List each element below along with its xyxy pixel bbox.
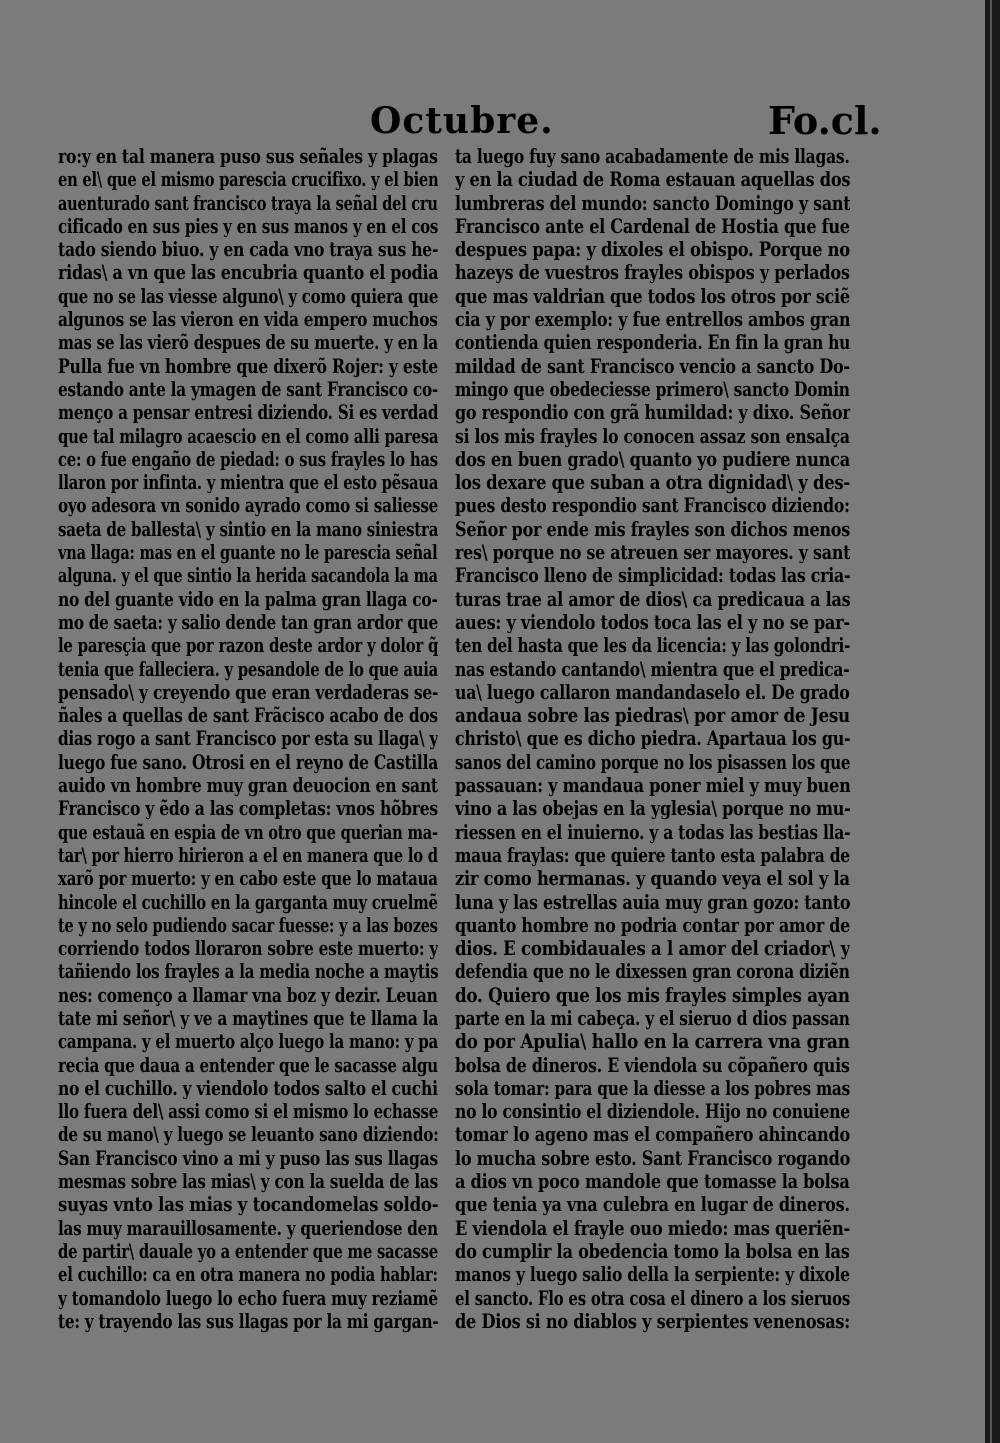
text-line: de Dios si no diablos y serpientes venenosas: <box>455 1309 850 1333</box>
text-line: res\ porque no se atreuen ser mayores. y sant <box>455 541 851 565</box>
text-line: tate mi señor\ y ve a maytines que te llama la <box>58 1006 439 1030</box>
text-line: oyo adesora vn sonido ayrado como si saliesse <box>58 494 438 518</box>
text-line: te: y trayendo las sus llagas por la mi gargan- <box>58 1309 439 1333</box>
text-line: no lo consintio el diziendole. Hijo no conuiene <box>455 1100 850 1124</box>
text-line: dios. E combidauales a l amor del criador\ y <box>455 937 850 961</box>
right-text-column <box>455 145 850 1333</box>
text-line: San Francisco vino a mi y puso las sus llagas <box>58 1146 438 1170</box>
text-line: el sancto. Flo es otra cosa el dinero a los sieruos <box>455 1286 850 1310</box>
page-edge-line <box>990 0 992 1443</box>
text-line: recia que daua a entender que le sacasse algu <box>58 1053 438 1077</box>
text-line: suyas vnto las mias y tocandomelas soldo- <box>58 1193 439 1217</box>
text-line: corriendo todos lloraron sobre este muerto: y <box>58 937 438 961</box>
text-line: lo mucha sobre esto. Sant Francisco rogando <box>455 1146 851 1170</box>
text-line: manos y luego salio della la serpiente: y dixole <box>455 1263 850 1287</box>
text-line: ua\ luego callaron mandandaselo el. De grado <box>455 680 850 704</box>
text-line: tañiendo los frayles a la media noche a maytis <box>58 960 439 984</box>
text-line: sanos del camino porque no los pisassen los que <box>455 750 850 774</box>
text-line: pues desto respondio sant Francisco diziendo: <box>455 494 850 518</box>
text-line: contienda quien responderia. En fin la gran hu <box>455 331 850 355</box>
text-line: tar\ por hierro hirieron a el en manera que lo d <box>58 843 438 867</box>
text-line: Pulla fue vn hombre que dixerõ Rojer: y este <box>58 354 438 378</box>
text-line: defendia que no le dixessen gran corona diziẽn <box>455 960 850 984</box>
text-line: te y no selo pudiendo sacar fuesse: y a las bozes <box>58 913 438 937</box>
text-line: quanto hombre no podria contar por amor de <box>455 913 851 937</box>
text-line: ridas\ a vn que las encubria quanto el podia <box>58 261 439 285</box>
text-line: ten del hasta que les da licencia: y las golondri- <box>455 634 851 658</box>
text-line: a dios vn poco mandole que tomasse la bolsa <box>455 1170 850 1194</box>
text-line: Francisco ante el Cardenal de Hostia que fue <box>455 214 850 238</box>
text-line: nes: començo a llamar vna boz y dezir. Leuan <box>58 983 438 1007</box>
text-line: Francisco lleno de simplicidad: todas las cria- <box>455 564 851 588</box>
running-head: Octubre. <box>370 100 554 142</box>
text-line: tomar lo ageno mas el compañero ahincando <box>455 1123 850 1147</box>
text-line: luego fue sano. Otrosi en el reyno de Castilla <box>58 750 439 774</box>
text-line: si los mis frayles lo conocen assaz son ensalça <box>455 424 850 448</box>
text-line: aues: y viendolo todos toca las el y no se par- <box>455 610 850 634</box>
text-line: dos en buen grado\ quanto yo pudiere nunca <box>455 447 850 471</box>
text-line: llaron por infinta. y mientra que el esto pẽsaua <box>58 471 439 495</box>
text-line: cificado en sus pies y en sus manos y en el cos <box>58 214 439 238</box>
text-line: bolsa de dineros. E viendola su cõpañero quis <box>455 1053 850 1077</box>
text-line: que estauã en espia de vn otro que querian ma- <box>58 820 438 844</box>
text-line: las muy marauillosamente. y queriendose den <box>58 1216 438 1240</box>
text-line: que no se las viesse alguno\ y como quiera que <box>58 284 438 308</box>
text-line: vna llaga: mas en el guante no le parescia señal <box>58 541 438 565</box>
text-line: passauan: y mandaua poner miel y muy buen <box>455 774 851 798</box>
text-line: do cumplir la obedencia tomo la bolsa en las <box>455 1239 850 1263</box>
text-line: despues papa: y dixoles el obispo. Porque no <box>455 238 850 262</box>
text-line: no del guante vido en la palma gran llaga co- <box>58 587 438 611</box>
text-line: go respondio con grã humildad: y dixo. Señor <box>455 401 851 425</box>
text-line: que tenia ya vna culebra en lugar de dineros. <box>455 1193 850 1217</box>
text-line: y en la ciudad de Roma estauan aquellas dos <box>455 168 850 192</box>
text-line: hincole el cuchillo en la garganta muy cruelmẽ <box>58 890 438 914</box>
text-line: que tal milagro acaescio en el como alli paresa <box>58 424 439 448</box>
text-line: sola tomar: para que la diesse a los pobres mas <box>455 1076 850 1100</box>
text-line: nas estando cantando\ mientra que el predica- <box>455 657 850 681</box>
text-line: mo de saeta: y salio dende tan gran ardor que <box>58 610 438 634</box>
text-line: auenturado sant francisco traya la señal del cru <box>58 191 438 215</box>
text-line: pensado\ y creyendo que eran verdaderas se- <box>58 680 438 704</box>
text-line: le paresçia que por razon deste ardor y dolor q̃ <box>58 634 438 658</box>
text-line: auido vn hombre muy gran deuocion en sant <box>58 774 438 798</box>
text-line: de partir\ dauale yo a entender que me sacasse <box>58 1239 438 1263</box>
text-line: ta luego fuy sano acabadamente de mis llagas. <box>455 145 850 168</box>
text-line: los dexare que suban a otra dignidad\ y des- <box>455 471 850 495</box>
text-line: Señor por ende mis frayles son dichos menos <box>455 517 850 541</box>
text-line: mingo que obedeciesse primero\ sancto Domin <box>455 377 850 401</box>
text-line: E viendola el frayle ouo miedo: mas queriẽn- <box>455 1216 851 1240</box>
text-line: estando ante la ymagen de sant Francisco co- <box>58 377 439 401</box>
text-line: andaua sobre las piedras\ por amor de Jesu <box>455 704 850 728</box>
text-line: hazeys de vuestros frayles obispos y perlados <box>455 261 850 285</box>
page-edge-shadow <box>985 0 1000 1443</box>
text-line: mas se las vierõ despues de su muerte. y en la <box>58 331 438 355</box>
text-line: dias rogo a sant Francisco por esta su llaga\ y <box>58 727 439 751</box>
text-line: Francisco y ẽdo a las completas: vnos hõbres <box>58 797 438 821</box>
text-line: parte en la mi cabeça. y el sieruo d dios passan <box>455 1006 850 1030</box>
text-line: zir como hermanas. y quando veya el sol y la <box>455 867 850 891</box>
text-line: christo\ que es dicho piedra. Apartaua los gu- <box>455 727 850 751</box>
text-line: de su mano\ y luego se leuanto sano diziendo: <box>58 1123 439 1147</box>
text-line: tado siendo biuo. y en cada vno traya sus he- <box>58 238 439 262</box>
text-line: xarõ por muerto: y en cabo este que lo mataua <box>58 867 438 891</box>
text-line: lumbreras del mundo: sancto Domingo y sant <box>455 191 850 215</box>
text-line: no el cuchillo. y viendolo todos salto el cuchi <box>58 1076 438 1100</box>
text-line: riessen en el inuierno. y a todas las bestias lla- <box>455 820 851 844</box>
text-line: el cuchillo: ca en otra manera no podia hablar: <box>58 1263 438 1287</box>
text-line: luna y las estrellas auia muy gran gozo: tanto <box>455 890 851 914</box>
text-line: do por Apulia\ hallo en la carrera vna gran <box>455 1030 850 1054</box>
text-line: tenia que falleciera. y pesandole de lo que auia <box>58 657 438 681</box>
folio-number: Fo.cl. <box>768 98 882 143</box>
text-line: turas trae al amor de dios\ ca predicaua a las <box>455 587 851 611</box>
text-line: ro:y en tal manera puso sus señales y plagas <box>58 145 438 168</box>
text-line: llo fuera del\ assi como si el mismo lo echasse <box>58 1100 438 1124</box>
text-line: alguna. y el que sintio la herida sacandola la ma <box>58 564 438 588</box>
text-line: en el\ que el mismo parescia crucifixo. y el bien <box>58 168 439 192</box>
text-line: maua fraylas: que quiere tanto esta palabra de <box>455 843 850 867</box>
left-text-column <box>58 145 438 1333</box>
text-line: menço a pensar entresi diziendo. Si es verdad <box>58 401 438 425</box>
text-line: do. Quiero que los mis frayles simples ayan <box>455 983 850 1007</box>
text-line: vino a las obejas en la yglesia\ porque no mu- <box>455 797 851 821</box>
text-line: que mas valdrian que todos los otros por sciẽ <box>455 284 850 308</box>
text-line: saeta de ballesta\ y sintio en la mano siniestra <box>58 517 438 541</box>
text-line: ce: o fue engaño de piedad: o sus frayles lo has <box>58 447 438 471</box>
text-line: cia y por exemplo: y fue entrellos ambos gran <box>455 308 851 332</box>
text-line: y tomandolo luego lo echo fuera muy reziamẽ <box>58 1286 438 1310</box>
text-line: mesmas sobre las mias\ y con la suelda de las <box>58 1170 438 1194</box>
text-line: campana. y el muerto alço luego la mano: y pa <box>58 1030 439 1054</box>
text-line: algunos se las vieron en vida empero muchos <box>58 308 438 332</box>
text-line: mildad de sant Francisco vencio a sancto Do- <box>455 354 850 378</box>
text-line: ñales a quellas de sant Frãcisco acabo de dos <box>58 704 438 728</box>
